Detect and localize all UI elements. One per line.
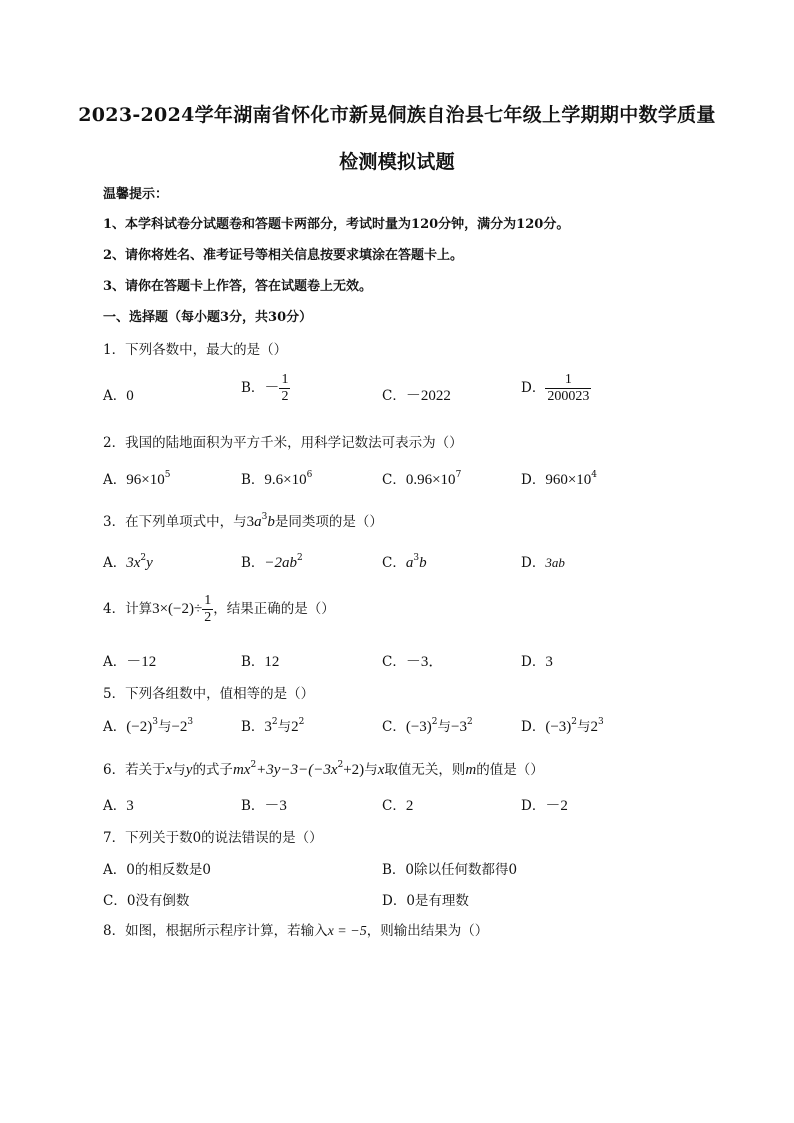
question-5-option-a bbox=[103, 715, 193, 736]
math-exponent: 2 bbox=[298, 717, 305, 727]
fraction-denominator: 2 bbox=[204, 610, 212, 626]
fraction-denominator: 2 bbox=[281, 389, 289, 405]
stem-text: 的式子 bbox=[192, 762, 233, 778]
math-exponent: 2 bbox=[337, 760, 344, 770]
question-5-option-c bbox=[382, 715, 473, 736]
math-term: a bbox=[405, 555, 414, 571]
question-5-option-b bbox=[241, 715, 304, 736]
option-value: 0 bbox=[126, 388, 134, 404]
option-label: B． bbox=[241, 555, 265, 571]
notice-item-3: 3、请你在答题卡上作答，答在试题卷上无效。 bbox=[103, 279, 373, 294]
math-exponent: 2 bbox=[271, 717, 278, 727]
option-label: D． bbox=[521, 380, 546, 397]
math-var: y bbox=[185, 762, 193, 778]
stem-text: 与 bbox=[172, 762, 186, 778]
fraction-denominator: 200023 bbox=[547, 389, 590, 405]
option-label: A． bbox=[103, 472, 127, 488]
option-exponent: 4 bbox=[591, 470, 598, 480]
question-3-option-d bbox=[521, 551, 565, 571]
option-label: A． bbox=[103, 654, 127, 670]
math-exponent: 2 bbox=[431, 717, 438, 727]
option-label: D． bbox=[521, 555, 546, 571]
math-term: −2 bbox=[171, 719, 188, 735]
option-label: B． bbox=[241, 798, 265, 814]
math-term: 3x bbox=[126, 555, 141, 571]
fraction bbox=[202, 593, 213, 626]
math-exponent: 2 bbox=[571, 717, 578, 727]
stem-text: 4．计算 bbox=[103, 601, 153, 618]
option-value: 3 bbox=[545, 654, 553, 670]
question-5-option-d bbox=[521, 715, 604, 736]
question-6-option-d bbox=[521, 794, 568, 815]
math-exponent: 3 bbox=[152, 717, 158, 727]
stem-text: 与 bbox=[364, 762, 378, 778]
stem-text: 3．在下列单项式中，与 bbox=[103, 514, 247, 530]
option-exponent: 6 bbox=[306, 470, 313, 480]
fraction-numerator: 1 bbox=[281, 372, 289, 387]
question-6-option-c bbox=[382, 794, 413, 815]
math-term: 2 bbox=[590, 719, 599, 735]
question-2-stem: 2．我国的陆地面积为平方千米，用科学记数法可表示为（） bbox=[103, 435, 463, 451]
question-4-stem bbox=[103, 593, 335, 626]
question-2-option-d bbox=[521, 468, 597, 489]
section-heading-choice: 一、选择题（每小题3分，共30分） bbox=[103, 310, 313, 325]
question-1-option-a bbox=[103, 384, 134, 405]
stem-text: 8．如图，根据所示程序计算，若输入 bbox=[103, 923, 328, 939]
connector-text: 与 bbox=[437, 719, 452, 735]
question-4-option-d bbox=[521, 650, 553, 671]
math-coef: 3 bbox=[246, 514, 255, 530]
fraction bbox=[545, 372, 591, 405]
fraction-numerator: 1 bbox=[564, 372, 572, 387]
option-label: B． bbox=[241, 472, 265, 488]
question-7-stem: 7．下列关于数0的说法错误的是（） bbox=[103, 830, 323, 846]
math-var: b bbox=[267, 514, 275, 530]
math-var: x bbox=[165, 762, 173, 778]
option-value: －12 bbox=[126, 654, 157, 670]
math-term: b bbox=[419, 555, 427, 571]
option-value: －2022 bbox=[405, 388, 451, 404]
option-label: D． bbox=[521, 472, 546, 488]
option-base: 9.6×10 bbox=[264, 472, 307, 488]
math-term: (−3) bbox=[545, 719, 572, 735]
math-exponent: 2 bbox=[297, 553, 303, 563]
option-base: 960×10 bbox=[545, 472, 592, 488]
math-exponent: 3 bbox=[261, 512, 268, 522]
math-term: −3 bbox=[451, 719, 467, 735]
option-value: 3 bbox=[126, 798, 134, 814]
math-var: m bbox=[465, 762, 477, 778]
option-label: C． bbox=[382, 472, 406, 488]
notice-item-2: 2、请你将姓名、准考证号等相关信息按要求填涂在答题卡上。 bbox=[103, 248, 464, 263]
math-term: +2) bbox=[343, 762, 365, 778]
option-label: A． bbox=[103, 798, 127, 814]
question-6-option-b bbox=[241, 794, 287, 815]
question-1-option-b bbox=[241, 372, 290, 405]
question-2-option-b bbox=[241, 468, 312, 489]
stem-text: 的值是（） bbox=[476, 762, 544, 778]
question-1-option-d bbox=[521, 372, 591, 405]
option-sign: － bbox=[264, 380, 280, 397]
option-label: D． bbox=[521, 798, 546, 814]
math-var: x bbox=[377, 762, 385, 778]
option-value: 12 bbox=[264, 654, 280, 670]
option-label: A． bbox=[103, 719, 127, 735]
math-exponent: 2 bbox=[140, 553, 147, 563]
question-3-option-b bbox=[241, 551, 303, 572]
question-4-option-a bbox=[103, 650, 156, 671]
question-4-option-b bbox=[241, 650, 279, 671]
math-term: (−3) bbox=[405, 719, 432, 735]
math-term: y bbox=[146, 555, 153, 571]
question-6-option-a bbox=[103, 794, 134, 815]
question-6-stem bbox=[103, 758, 544, 779]
math-expression: x = −5 bbox=[327, 924, 367, 939]
exam-title-line-2: 检测模拟试题 bbox=[339, 151, 455, 173]
connector-text: 与 bbox=[277, 719, 292, 735]
question-3-option-c bbox=[382, 551, 427, 572]
question-3-option-a bbox=[103, 551, 153, 572]
math-exponent: 3 bbox=[187, 717, 194, 727]
stem-text: ，结果正确的是（） bbox=[213, 601, 335, 618]
connector-text: 与 bbox=[577, 719, 591, 735]
notice-heading: 温馨提示： bbox=[103, 187, 169, 202]
question-1-stem: 1．下列各数中，最大的是（） bbox=[103, 342, 288, 358]
question-7-option-a: A．0的相反数是0 bbox=[103, 862, 211, 878]
option-value: －3． bbox=[405, 654, 444, 670]
math-exponent: 2 bbox=[467, 717, 473, 727]
option-value: 2 bbox=[405, 798, 414, 814]
question-3-stem bbox=[103, 510, 383, 531]
math-term: 2 bbox=[291, 719, 299, 735]
fraction bbox=[279, 372, 290, 405]
option-base: 96×10 bbox=[126, 472, 165, 488]
stem-text: 是同类项的是（） bbox=[274, 514, 383, 530]
question-8-stem bbox=[103, 919, 488, 940]
fraction-numerator: 1 bbox=[204, 593, 212, 608]
notice-item-1: 1、本学科试卷分试题卷和答题卡两部分，考试时量为120分钟，满分为120分。 bbox=[103, 217, 570, 232]
question-2-option-a bbox=[103, 468, 170, 489]
stem-text: 取值无关，则 bbox=[384, 762, 466, 778]
option-label: C． bbox=[382, 654, 406, 670]
question-7-option-c: C．0没有倒数 bbox=[103, 893, 190, 909]
math-exponent: 3 bbox=[413, 553, 420, 563]
stem-text: ，则输出结果为（） bbox=[366, 923, 489, 939]
option-value: －2 bbox=[545, 798, 568, 814]
question-1-option-c bbox=[382, 384, 451, 405]
stem-text: 6．若关于 bbox=[103, 762, 166, 778]
connector-text: 与 bbox=[157, 719, 172, 735]
option-exponent: 7 bbox=[455, 470, 462, 480]
math-term: −2ab bbox=[264, 555, 298, 571]
question-7-option-d: D．0是有理数 bbox=[382, 893, 469, 909]
option-label: A． bbox=[103, 388, 127, 404]
math-exponent: 2 bbox=[250, 760, 257, 770]
option-label: C． bbox=[382, 388, 406, 404]
option-exponent: 5 bbox=[164, 470, 171, 480]
question-2-option-c bbox=[382, 468, 461, 489]
option-label: C． bbox=[382, 719, 406, 735]
option-label: C． bbox=[382, 798, 406, 814]
math-term: (−2) bbox=[126, 719, 153, 735]
option-label: B． bbox=[241, 654, 265, 670]
math-term: +3y−3−(−3x bbox=[256, 762, 338, 778]
math-term: 3 bbox=[264, 719, 272, 735]
question-7-option-b: B．0除以任何数都得0 bbox=[382, 862, 518, 878]
question-5-stem: 5．下列各组数中，值相等的是（） bbox=[103, 686, 315, 702]
math-var: a bbox=[254, 514, 262, 530]
option-label: B． bbox=[241, 719, 265, 735]
option-label: C． bbox=[382, 555, 406, 571]
option-value: －3 bbox=[264, 798, 287, 814]
option-base: 0.96×10 bbox=[405, 472, 456, 488]
option-label: B． bbox=[241, 380, 265, 397]
math-exponent: 3 bbox=[598, 717, 604, 727]
math-term: 3ab bbox=[545, 555, 565, 570]
math-expression: 3×(−2)÷ bbox=[152, 601, 203, 618]
exam-title-line-1: 2023-2024学年湖南省怀化市新晃侗族自治县七年级上学期期中数学质量 bbox=[78, 104, 716, 126]
option-label: D． bbox=[521, 654, 546, 670]
question-4-option-c bbox=[382, 650, 443, 671]
math-term: mx bbox=[232, 762, 251, 778]
option-label: D． bbox=[521, 719, 546, 735]
option-label: A． bbox=[103, 555, 127, 571]
